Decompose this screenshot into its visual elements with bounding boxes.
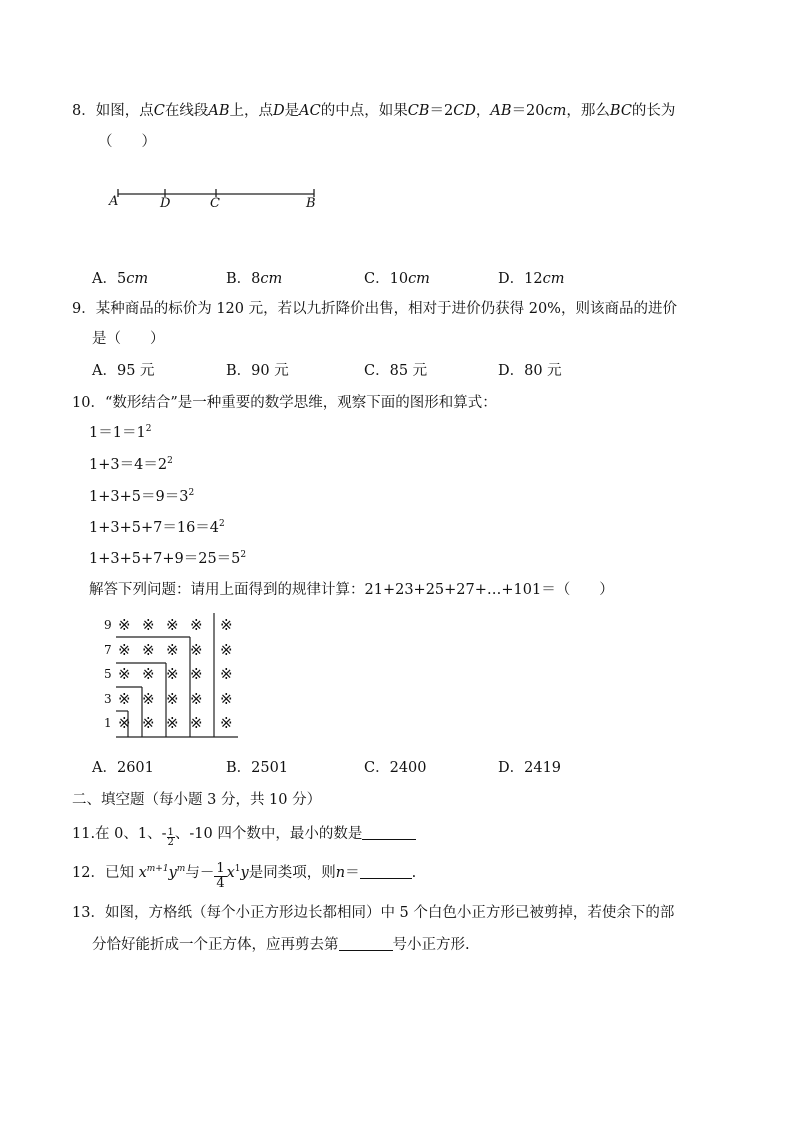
q9-option-d[interactable]: D．80 元 xyxy=(498,363,562,379)
grid-cell-symbol: ※ xyxy=(220,690,233,708)
q10-equation-1: $1=1=1^2$ xyxy=(89,424,152,441)
row-label-9: 9 xyxy=(104,618,112,632)
q9-stem-line2: 是（ ） xyxy=(92,331,165,347)
q12-stem: 12．已知 $x^{m+1}y^m$与－ $\frac{1}{4}$ $x^1y$是同类项，则n＝ . xyxy=(72,861,417,891)
q12-fraction: $\frac{1}{4}$ xyxy=(216,861,225,891)
q10-equation-2: $1+3=4=2^2$ xyxy=(89,456,173,473)
q9-stem-line1: 9．某种商品的标价为 120 元，若以九折降价出售，相对于进价仍获得 20%，则该商品的进价 xyxy=(72,301,677,317)
q13-stem-line2: 分恰好能折成一个正方体，应再剪去第 号小正方形. xyxy=(92,937,470,953)
row-label-3: 3 xyxy=(104,692,112,706)
q10-option-a[interactable]: A．2601 xyxy=(92,760,154,776)
grid-cell-symbol: ※ xyxy=(190,714,203,732)
row-label-5: 5 xyxy=(104,667,112,681)
grid-cell-symbol: ※ xyxy=(166,641,179,659)
grid-cell-symbol: ※ xyxy=(190,616,203,634)
grid-cell-symbol: ※ xyxy=(142,641,155,659)
row-label-1: 1 xyxy=(104,716,112,730)
grid-cell-symbol: ※ xyxy=(142,665,155,683)
q10-equation-5: $1+3+5+7+9=25=5^2$ xyxy=(89,550,247,567)
q8-answer-paren: （ ） xyxy=(98,134,156,150)
grid-cell-symbol: ※ xyxy=(166,665,179,683)
point-label-a: A xyxy=(109,194,119,209)
q8-option-b[interactable]: B．8cm xyxy=(226,271,283,287)
grid-cell-symbol: ※ xyxy=(142,616,155,634)
point-label-d: D xyxy=(160,196,171,211)
q13-answer-blank[interactable] xyxy=(339,936,393,951)
q10-option-d[interactable]: D．2419 xyxy=(498,760,562,776)
q9-option-a[interactable]: A．95 元 xyxy=(92,363,155,379)
grid-cell-symbol: ※ xyxy=(118,714,131,732)
grid-cell-symbol: ※ xyxy=(190,641,203,659)
q12-answer-blank[interactable] xyxy=(360,864,412,879)
grid-cell-symbol: ※ xyxy=(190,665,203,683)
q8-option-a[interactable]: A．5cm xyxy=(92,271,149,287)
grid-cell-symbol: ※ xyxy=(220,714,233,732)
grid-cell-symbol: ※ xyxy=(142,714,155,732)
q10-intro: 10．“数形结合”是一种重要的数学思维，观察下面的图形和算式： xyxy=(72,395,497,411)
point-label-b: B xyxy=(306,196,316,211)
q8-stem: 8．如图，点C在线段AB上，点D是AC的中点，如果CB＝2CD，AB＝20cm，那么BC的长为 xyxy=(72,103,676,119)
q9-option-c[interactable]: C．85 元 xyxy=(364,363,428,379)
q10-option-c[interactable]: C．2400 xyxy=(364,760,427,776)
grid-cell-symbol: ※ xyxy=(118,641,131,659)
q10-option-b[interactable]: B．2501 xyxy=(226,760,289,776)
grid-cell-symbol: ※ xyxy=(118,616,131,634)
q8-option-c[interactable]: C．10cm xyxy=(364,271,430,287)
point-label-c: C xyxy=(210,196,220,211)
q10-equation-3: $1+3+5=9=3^2$ xyxy=(89,488,195,505)
grid-cell-symbol: ※ xyxy=(118,665,131,683)
q9-option-b[interactable]: B．90 元 xyxy=(226,363,289,379)
grid-cell-symbol: ※ xyxy=(190,690,203,708)
q10-equation-4: $1+3+5+7=16=4^2$ xyxy=(89,519,225,536)
q10-grid-figure xyxy=(102,613,244,743)
row-label-7: 7 xyxy=(104,643,112,657)
grid-cell-symbol: ※ xyxy=(166,616,179,634)
grid-cell-symbol: ※ xyxy=(220,616,233,634)
grid-cell-symbol: ※ xyxy=(166,690,179,708)
q11-stem: 11.在 0、1、- $\frac{1}{2}$ 、-10 四个数中，最小的数是 xyxy=(72,824,416,847)
grid-cell-symbol: ※ xyxy=(142,690,155,708)
q11-answer-blank[interactable] xyxy=(362,825,416,840)
q10-question: 解答下列问题：请用上面得到的规律计算：21+23+25+27+…+101＝（ ） xyxy=(89,582,614,598)
grid-cell-symbol: ※ xyxy=(220,665,233,683)
section2-title: 二、填空题（每小题 3 分，共 10 分） xyxy=(72,792,322,808)
grid-cell-symbol: ※ xyxy=(220,641,233,659)
q11-fraction: $\frac{1}{2}$ xyxy=(167,827,174,848)
grid-cell-symbol: ※ xyxy=(166,714,179,732)
q13-stem-line1: 13．如图，方格纸（每个小正方形边长都相同）中 5 个白色小正方形已被剪掉，若使余下的部 xyxy=(72,905,675,921)
grid-cell-symbol: ※ xyxy=(118,690,131,708)
q8-option-d[interactable]: D．12cm xyxy=(498,271,565,287)
